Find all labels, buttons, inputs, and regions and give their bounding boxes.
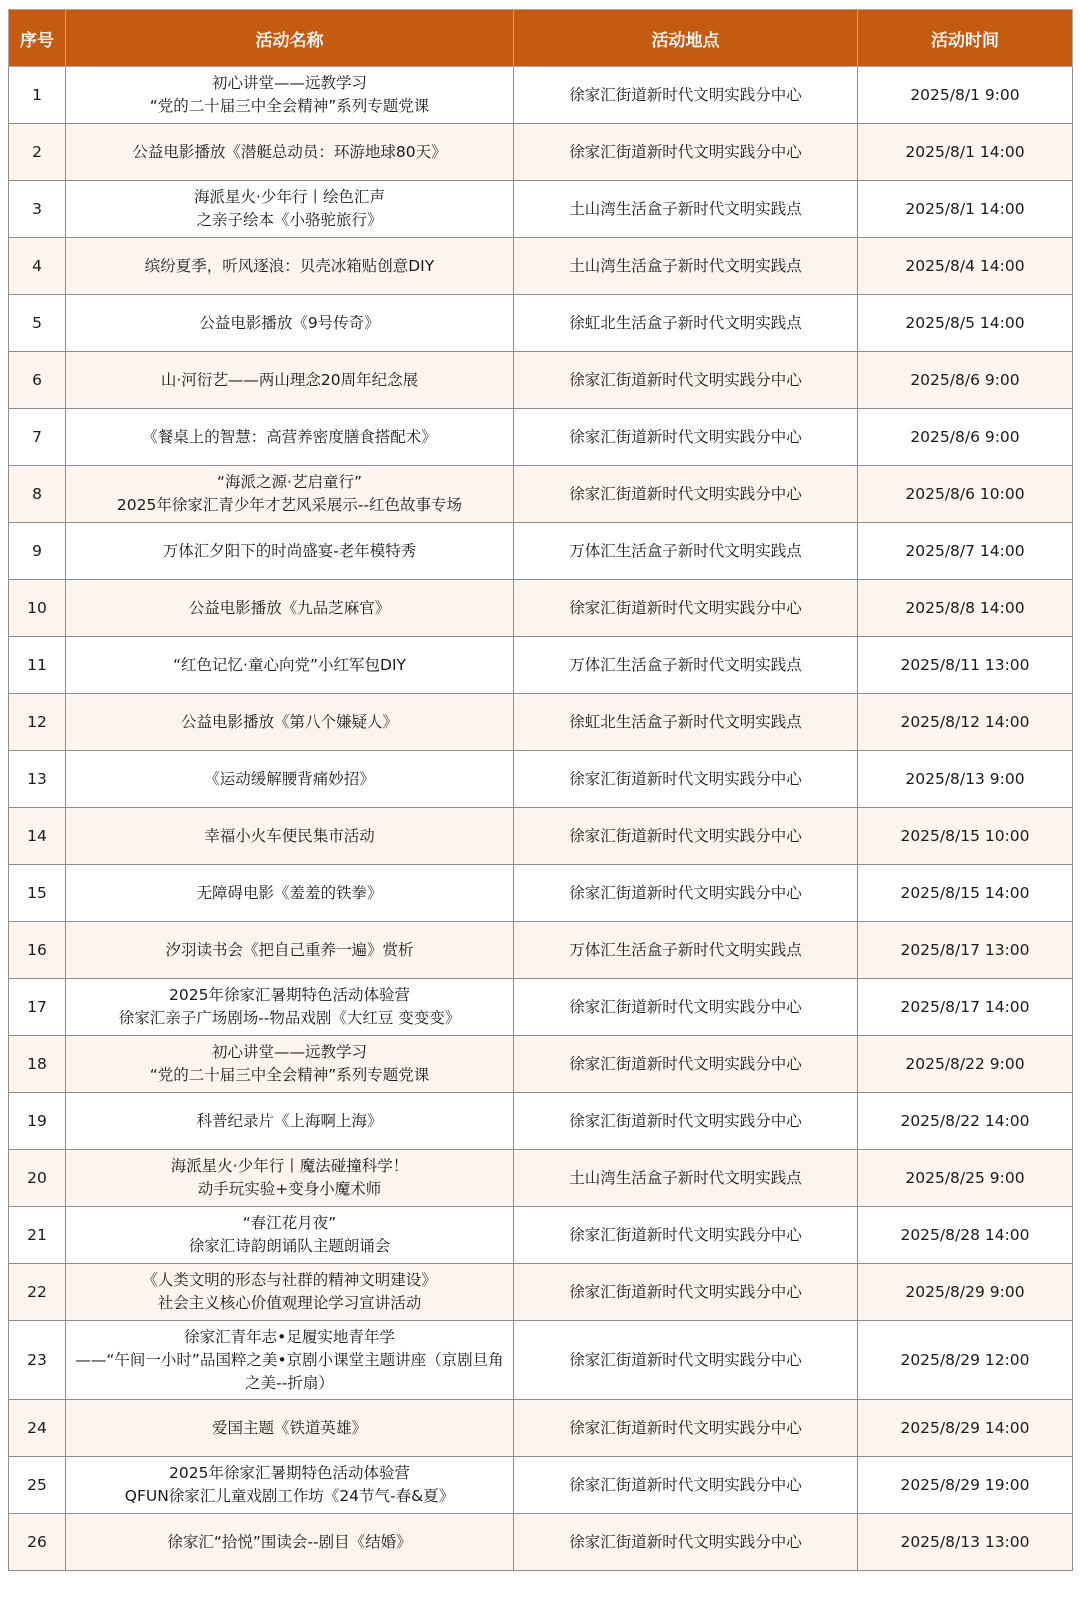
cell-name-line: “海派之源·艺启童行” bbox=[217, 473, 362, 491]
cell-name bbox=[66, 124, 514, 181]
cell-no: 15 bbox=[9, 865, 66, 922]
cell-name-line: 《人类文明的形态与社群的精神文明建设》 bbox=[142, 1271, 437, 1289]
cell-place: 徐家汇街道新时代文明实践分中心 bbox=[514, 751, 858, 808]
cell-no: 7 bbox=[9, 409, 66, 466]
cell-name bbox=[66, 295, 514, 352]
cell-name bbox=[66, 922, 514, 979]
table-row bbox=[9, 751, 1073, 808]
table-row bbox=[9, 352, 1073, 409]
cell-name-line: 2025年徐家汇青少年才艺风采展示--红色故事专场 bbox=[116, 496, 463, 514]
header-no: 序号 bbox=[9, 10, 66, 67]
cell-no: 18 bbox=[9, 1036, 66, 1093]
cell-time: 2025/8/6 10:00 bbox=[858, 466, 1073, 523]
table-row bbox=[9, 466, 1073, 523]
cell-no: 23 bbox=[9, 1321, 66, 1400]
cell-place: 徐家汇街道新时代文明实践分中心 bbox=[514, 67, 858, 124]
cell-name-line: 公益电影播放《潜艇总动员：环游地球80天》 bbox=[132, 142, 447, 161]
cell-name bbox=[66, 238, 514, 295]
cell-place: 万体汇生活盒子新时代文明实践点 bbox=[514, 637, 858, 694]
cell-name bbox=[66, 1093, 514, 1150]
table-row bbox=[9, 580, 1073, 637]
cell-name bbox=[66, 580, 514, 637]
cell-time: 2025/8/29 19:00 bbox=[858, 1457, 1073, 1514]
cell-name bbox=[66, 808, 514, 865]
cell-name-line: 2025年徐家汇暑期特色活动体验营 bbox=[169, 1464, 410, 1482]
header-time: 活动时间 bbox=[858, 10, 1073, 67]
table-row bbox=[9, 637, 1073, 694]
cell-name bbox=[66, 1400, 514, 1457]
cell-name bbox=[66, 979, 514, 1036]
cell-name bbox=[66, 523, 514, 580]
cell-name bbox=[66, 181, 514, 238]
cell-time: 2025/8/17 13:00 bbox=[858, 922, 1073, 979]
table-row bbox=[9, 1207, 1073, 1264]
cell-name-line: 动手玩实验+变身小魔术师 bbox=[197, 1180, 382, 1198]
cell-no: 20 bbox=[9, 1150, 66, 1207]
cell-name-line: 徐家汇青年志•足履实地青年学 bbox=[184, 1327, 395, 1346]
cell-place: 徐家汇街道新时代文明实践分中心 bbox=[514, 865, 858, 922]
cell-no: 11 bbox=[9, 637, 66, 694]
cell-name-line: “红色记忆·童心向党”小红军包DIY bbox=[173, 655, 406, 674]
cell-name-line: 海派星火·少年行丨魔法碰撞科学！ bbox=[170, 1157, 409, 1175]
cell-name-line: 公益电影播放《第八个嫌疑人》 bbox=[180, 712, 398, 731]
cell-name-line: QFUN徐家汇儿童戏剧工作坊《24节气-春&夏》 bbox=[124, 1487, 455, 1505]
cell-place: 徐家汇街道新时代文明实践分中心 bbox=[514, 1400, 858, 1457]
cell-place: 徐家汇街道新时代文明实践分中心 bbox=[514, 1264, 858, 1321]
cell-no: 10 bbox=[9, 580, 66, 637]
cell-no: 12 bbox=[9, 694, 66, 751]
cell-name-line: 社会主义核心价值观理论学习宣讲活动 bbox=[157, 1294, 422, 1312]
cell-time: 2025/8/5 14:00 bbox=[858, 295, 1073, 352]
cell-no: 5 bbox=[9, 295, 66, 352]
cell-name bbox=[66, 1457, 514, 1514]
cell-no: 22 bbox=[9, 1264, 66, 1321]
cell-name-line: 缤纷夏季，听风逐浪：贝壳冰箱贴创意DIY bbox=[144, 256, 435, 275]
cell-time: 2025/8/12 14:00 bbox=[858, 694, 1073, 751]
cell-name bbox=[66, 694, 514, 751]
cell-place: 徐家汇街道新时代文明实践分中心 bbox=[514, 808, 858, 865]
cell-no: 14 bbox=[9, 808, 66, 865]
table-row bbox=[9, 181, 1073, 238]
cell-name bbox=[66, 1321, 514, 1400]
table-row bbox=[9, 523, 1073, 580]
cell-name-line: 幸福小火车便民集市活动 bbox=[204, 826, 375, 845]
cell-name-line: 科普纪录片《上海啊上海》 bbox=[196, 1111, 383, 1130]
header-name: 活动名称 bbox=[66, 10, 514, 67]
cell-name-line: 徐家汇亲子广场剧场--物品戏剧《大红豆 变变变》 bbox=[118, 1009, 461, 1027]
table-row bbox=[9, 67, 1073, 124]
cell-no: 24 bbox=[9, 1400, 66, 1457]
table-row bbox=[9, 1036, 1073, 1093]
activity-schedule-sheet bbox=[8, 9, 1072, 1571]
cell-name bbox=[66, 751, 514, 808]
cell-place: 徐家汇街道新时代文明实践分中心 bbox=[514, 1207, 858, 1264]
cell-time: 2025/8/29 9:00 bbox=[858, 1264, 1073, 1321]
cell-name-line: “春江花月夜” bbox=[242, 1214, 337, 1232]
cell-time: 2025/8/6 9:00 bbox=[858, 409, 1073, 466]
cell-name-line: “党的二十届三中全会精神”系列专题党课 bbox=[149, 1066, 430, 1084]
cell-no: 21 bbox=[9, 1207, 66, 1264]
cell-time: 2025/8/15 14:00 bbox=[858, 865, 1073, 922]
cell-no: 17 bbox=[9, 979, 66, 1036]
table-row bbox=[9, 295, 1073, 352]
cell-time: 2025/8/15 10:00 bbox=[858, 808, 1073, 865]
cell-name-line: 2025年徐家汇暑期特色活动体验营 bbox=[169, 986, 410, 1004]
cell-time: 2025/8/7 14:00 bbox=[858, 523, 1073, 580]
table-row bbox=[9, 865, 1073, 922]
cell-time: 2025/8/4 14:00 bbox=[858, 238, 1073, 295]
cell-place: 土山湾生活盒子新时代文明实践点 bbox=[514, 1150, 858, 1207]
cell-time: 2025/8/22 14:00 bbox=[858, 1093, 1073, 1150]
cell-name bbox=[66, 409, 514, 466]
cell-name-line: 公益电影播放《九品芝麻官》 bbox=[188, 598, 391, 617]
cell-name bbox=[66, 466, 514, 523]
cell-place: 徐家汇街道新时代文明实践分中心 bbox=[514, 352, 858, 409]
cell-name-line: 海派星火·少年行丨绘色汇声 bbox=[194, 188, 385, 206]
table-row bbox=[9, 1457, 1073, 1514]
cell-place: 徐家汇街道新时代文明实践分中心 bbox=[514, 1093, 858, 1150]
cell-no: 6 bbox=[9, 352, 66, 409]
table-row bbox=[9, 979, 1073, 1036]
cell-name-line: 《餐桌上的智慧：高营养密度膳食搭配术》 bbox=[142, 427, 437, 446]
activity-schedule-table bbox=[8, 9, 1073, 1571]
cell-no: 25 bbox=[9, 1457, 66, 1514]
table-row bbox=[9, 238, 1073, 295]
cell-no: 8 bbox=[9, 466, 66, 523]
cell-name bbox=[66, 1264, 514, 1321]
table-row bbox=[9, 409, 1073, 466]
table-row bbox=[9, 124, 1073, 181]
table-body bbox=[9, 67, 1073, 1571]
table-row bbox=[9, 922, 1073, 979]
cell-place: 土山湾生活盒子新时代文明实践点 bbox=[514, 181, 858, 238]
cell-name-line: 爱国主题《铁道英雄》 bbox=[211, 1418, 367, 1437]
table-row bbox=[9, 1264, 1073, 1321]
cell-no: 26 bbox=[9, 1514, 66, 1571]
cell-place: 徐家汇街道新时代文明实践分中心 bbox=[514, 580, 858, 637]
cell-time: 2025/8/29 14:00 bbox=[858, 1400, 1073, 1457]
cell-time: 2025/8/29 12:00 bbox=[858, 1321, 1073, 1400]
cell-name bbox=[66, 67, 514, 124]
cell-name-line: ——“午间一小时”品国粹之美•京剧小课堂主题讲座（京剧旦角之美--折扇） bbox=[75, 1350, 504, 1392]
cell-name bbox=[66, 1036, 514, 1093]
cell-time: 2025/8/22 9:00 bbox=[858, 1036, 1073, 1093]
table-row bbox=[9, 1093, 1073, 1150]
cell-name bbox=[66, 352, 514, 409]
cell-place: 徐家汇街道新时代文明实践分中心 bbox=[514, 1457, 858, 1514]
cell-time: 2025/8/28 14:00 bbox=[858, 1207, 1073, 1264]
cell-place: 徐家汇街道新时代文明实践分中心 bbox=[514, 1514, 858, 1571]
header-place: 活动地点 bbox=[514, 10, 858, 67]
cell-no: 4 bbox=[9, 238, 66, 295]
cell-time: 2025/8/11 13:00 bbox=[858, 637, 1073, 694]
cell-name-line: “党的二十届三中全会精神”系列专题党课 bbox=[149, 97, 430, 115]
cell-place: 万体汇生活盒子新时代文明实践点 bbox=[514, 523, 858, 580]
cell-no: 1 bbox=[9, 67, 66, 124]
cell-name-line: 无障碍电影《羞羞的铁拳》 bbox=[196, 883, 383, 902]
cell-time: 2025/8/1 14:00 bbox=[858, 181, 1073, 238]
cell-no: 16 bbox=[9, 922, 66, 979]
cell-time: 2025/8/1 9:00 bbox=[858, 67, 1073, 124]
cell-place: 徐虹北生活盒子新时代文明实践点 bbox=[514, 295, 858, 352]
table-header-row bbox=[9, 10, 1073, 67]
cell-name-line: 初心讲堂——远教学习 bbox=[211, 74, 367, 92]
table-row bbox=[9, 1150, 1073, 1207]
cell-name bbox=[66, 637, 514, 694]
cell-place: 徐家汇街道新时代文明实践分中心 bbox=[514, 979, 858, 1036]
cell-place: 徐家汇街道新时代文明实践分中心 bbox=[514, 1321, 858, 1400]
cell-place: 徐家汇街道新时代文明实践分中心 bbox=[514, 466, 858, 523]
cell-time: 2025/8/25 9:00 bbox=[858, 1150, 1073, 1207]
cell-name bbox=[66, 1514, 514, 1571]
cell-place: 土山湾生活盒子新时代文明实践点 bbox=[514, 238, 858, 295]
table-row bbox=[9, 808, 1073, 865]
cell-name-line: 万体汇夕阳下的时尚盛宴-老年模特秀 bbox=[162, 541, 417, 560]
table-row bbox=[9, 1321, 1073, 1400]
cell-time: 2025/8/8 14:00 bbox=[858, 580, 1073, 637]
cell-time: 2025/8/17 14:00 bbox=[858, 979, 1073, 1036]
cell-name-line: 徐家汇诗韵朗诵队主题朗诵会 bbox=[188, 1237, 391, 1255]
cell-place: 徐家汇街道新时代文明实践分中心 bbox=[514, 1036, 858, 1093]
cell-time: 2025/8/6 9:00 bbox=[858, 352, 1073, 409]
cell-time: 2025/8/13 13:00 bbox=[858, 1514, 1073, 1571]
cell-name bbox=[66, 1150, 514, 1207]
cell-name bbox=[66, 865, 514, 922]
cell-no: 19 bbox=[9, 1093, 66, 1150]
table-row bbox=[9, 1514, 1073, 1571]
cell-name-line: 汐羽读书会《把自己重养一遍》赏析 bbox=[165, 940, 414, 959]
cell-place: 徐虹北生活盒子新时代文明实践点 bbox=[514, 694, 858, 751]
cell-no: 2 bbox=[9, 124, 66, 181]
cell-place: 徐家汇街道新时代文明实践分中心 bbox=[514, 409, 858, 466]
cell-place: 万体汇生活盒子新时代文明实践点 bbox=[514, 922, 858, 979]
cell-name-line: 《运动缓解腰背痛妙招》 bbox=[204, 769, 375, 788]
cell-no: 9 bbox=[9, 523, 66, 580]
cell-no: 3 bbox=[9, 181, 66, 238]
cell-name-line: 徐家汇“拾悦”围读会--剧目《结婚》 bbox=[167, 1532, 412, 1551]
cell-time: 2025/8/1 14:00 bbox=[858, 124, 1073, 181]
cell-no: 13 bbox=[9, 751, 66, 808]
cell-name-line: 之亲子绘本《小骆驼旅行》 bbox=[196, 211, 383, 229]
cell-name bbox=[66, 1207, 514, 1264]
table-row bbox=[9, 1400, 1073, 1457]
cell-place: 徐家汇街道新时代文明实践分中心 bbox=[514, 124, 858, 181]
cell-name-line: 初心讲堂——远教学习 bbox=[211, 1043, 367, 1061]
cell-name-line: 公益电影播放《9号传奇》 bbox=[199, 313, 380, 332]
cell-name-line: 山·河衍艺——两山理念20周年纪念展 bbox=[160, 370, 419, 389]
table-row bbox=[9, 694, 1073, 751]
cell-time: 2025/8/13 9:00 bbox=[858, 751, 1073, 808]
